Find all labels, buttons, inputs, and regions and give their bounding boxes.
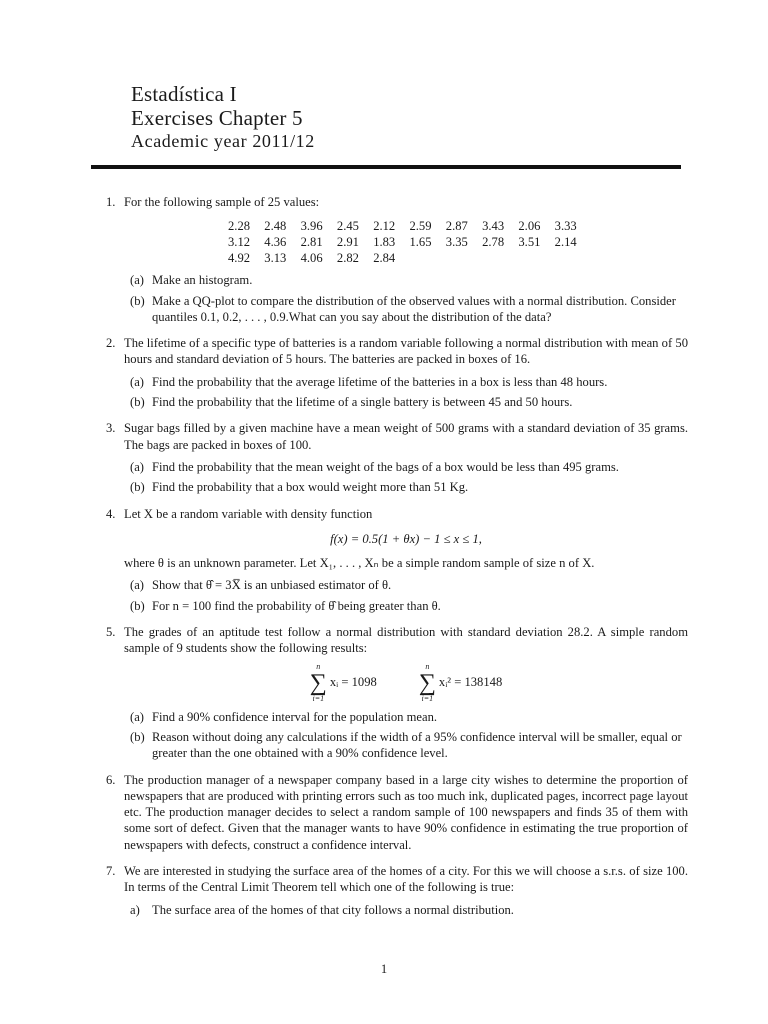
part-text: Find the probability that the lifetime of a single battery is between 45 and 50 hours. [152, 395, 573, 410]
part-text: Make a QQ-plot to compare the distribution of the observed values with a normal distribution. Consider quantiles 0.1, 0.2, . . . , 0.9.What can you say about the distribution of the data? [152, 293, 676, 324]
chapter-title: Exercises Chapter 5 [131, 106, 303, 130]
exercise-part [124, 479, 688, 495]
exercise-2 [98, 335, 688, 410]
sigma-icon: ∑ [309, 669, 327, 696]
exercise-3 [98, 420, 688, 495]
sample-value: 2.12 [373, 219, 396, 234]
sample-value: 4.36 [264, 235, 287, 250]
part-text: Find the probability that the mean weight of the bags of a box would be less than 495 grams. [152, 459, 619, 474]
exercise-parts [124, 577, 688, 614]
sigma-symbol [419, 663, 436, 703]
sum-upper-limit: n [425, 661, 430, 671]
exercise-number: 7. [106, 864, 116, 879]
exercise-intro: For the following sample of 25 values: [124, 195, 320, 209]
exercise-followup: where θ is an unknown parameter. Let X₁, . . . , Xₙ be a simple random sample of size n of X. [124, 556, 595, 571]
sample-value: 4.06 [300, 251, 323, 266]
part-label: (a) [130, 374, 144, 389]
summation [419, 663, 502, 703]
part-label: a) [130, 902, 140, 917]
exercise-intro: The grades of an aptitude test follow a normal distribution with standard deviation 28.2. A simple random sample of 9 students show the following results: [124, 625, 688, 656]
exercise-part [124, 709, 688, 725]
academic-year: Academic year 2011/12 [131, 131, 315, 151]
sample-value: 3.33 [554, 219, 577, 234]
part-text: Show that θ̂ = 3X̅ is an unbiased estimator of θ. [152, 578, 392, 593]
exercise-part [124, 374, 688, 390]
exercise-intro: Sugar bags filled by a given machine have a mean weight of 500 grams with a standard deviation of 35 grams. The bags are packed in boxes of 100. [124, 421, 688, 452]
exercise-part [124, 272, 688, 288]
sample-value: 2.59 [409, 219, 432, 234]
exercise-number: 4. [106, 506, 116, 521]
exercise-part [124, 902, 688, 918]
sigma-icon: ∑ [418, 669, 436, 696]
sum-lower-limit: i=1 [312, 693, 325, 703]
exercise-number: 6. [106, 772, 116, 787]
document-header [131, 82, 315, 152]
sample-value: 2.87 [445, 219, 468, 234]
exercise-5 [98, 624, 688, 761]
part-text: Make an histogram. [152, 273, 253, 288]
part-label: (b) [130, 598, 145, 613]
part-label: (a) [130, 459, 144, 474]
sigma-symbol [310, 663, 327, 703]
sum-expression: xᵢ² = 138148 [438, 675, 503, 690]
exercise-parts [124, 374, 688, 411]
exercise-4 [98, 506, 688, 614]
sample-value: 2.48 [264, 219, 287, 234]
part-text: Find a 90% confidence interval for the population mean. [152, 709, 438, 724]
part-label: (a) [130, 709, 144, 724]
exercise-parts [124, 709, 688, 762]
sample-value: 3.12 [228, 235, 251, 250]
sample-value: 4.92 [228, 251, 251, 266]
part-text: The surface area of the homes of that city follows a normal distribution. [152, 902, 514, 917]
part-text: Reason without doing any calculations if the width of a 95% confidence interval will be smaller, equal or greater than the one obtained with a 90% confidence level. [152, 729, 682, 761]
part-label: (a) [130, 578, 144, 593]
sample-value: 2.91 [336, 235, 359, 250]
part-label: (b) [130, 395, 145, 410]
exercise-list [98, 194, 688, 928]
exercise-parts [124, 272, 688, 325]
exercise-part [124, 459, 688, 475]
exercise-parts [124, 902, 688, 918]
exercise-part [124, 293, 688, 326]
exercise-number: 1. [106, 195, 116, 209]
part-label: (b) [130, 729, 145, 744]
sum-upper-limit: n [316, 661, 321, 671]
part-text: Find the probability that the average lifetime of the batteries in a box is less than 48 hours. [152, 374, 608, 389]
exercise-intro: Let X be a random variable with density function [124, 506, 373, 521]
page-number: 1 [380, 962, 388, 976]
exercise-part [124, 394, 688, 410]
summation [310, 663, 377, 703]
sample-value: 1.65 [409, 235, 432, 250]
sample-value: 3.13 [264, 251, 287, 266]
sample-value: 2.45 [336, 219, 359, 234]
sample-value: 2.81 [300, 235, 323, 250]
part-text: For n = 100 find the probability of θ̂ being greater than θ. [152, 598, 441, 613]
exercise-intro: The production manager of a newspaper company based in a large city wishes to determine the proportion of newspapers that are produced with printing errors such as too much ink, duplicated pages, incorrect page layout etc. The production manager decides to select a random sample of 100 newspapers and finds 35 of them with some sort of defect. Given that the manager wants to have 90% confidence in estimating the true proportion of newspapers with defects, construct a confidence interval. [124, 772, 688, 852]
part-text: Find the probability that a box would weight more than 51 Kg. [152, 480, 469, 495]
exercise-part [124, 729, 688, 762]
exercise-parts [124, 459, 688, 496]
density-formula: f(x) = 0.5(1 + θx) − 1 ≤ x ≤ 1, [330, 531, 482, 546]
exercise-1 [98, 194, 688, 325]
sum-lower-limit: i=1 [421, 693, 434, 703]
exercise-part [124, 598, 688, 614]
sample-value: 2.06 [518, 219, 541, 234]
exercise-number: 3. [106, 421, 116, 436]
exercise-intro: The lifetime of a specific type of batteries is a random variable following a normal distribution with mean of 50 hours and standard deviation of 5 hours. The batteries are packed in boxes of 16. [124, 336, 688, 367]
exercise-number: 2. [106, 336, 116, 351]
sample-value: 2.28 [228, 219, 251, 234]
part-label: (b) [130, 293, 145, 308]
exercise-6 [98, 772, 688, 853]
sample-value: 3.51 [518, 235, 541, 250]
sample-value: 1.83 [373, 235, 396, 250]
part-label: (b) [130, 480, 145, 495]
sample-value: 2.14 [554, 235, 577, 250]
exercise-7 [98, 863, 688, 918]
summation-results [124, 663, 688, 703]
exercise-intro: We are interested in studying the surface area of the homes of a city. For this we will choose a s.r.s. of size 100. In terms of the Central Limit Theorem tell which one of the following is true: [124, 864, 688, 895]
exercise-number: 5. [106, 625, 116, 640]
sample-value: 2.78 [482, 235, 505, 250]
sum-expression: xᵢ = 1098 [329, 675, 377, 690]
sample-value: 3.35 [445, 235, 468, 250]
part-label: (a) [130, 273, 144, 288]
sample-value: 2.82 [336, 251, 359, 266]
sample-value: 2.84 [373, 251, 396, 266]
header-rule [91, 165, 681, 169]
course-title: Estadística I [131, 82, 237, 106]
exercise-part [124, 577, 688, 593]
sample-value: 3.96 [300, 219, 323, 234]
sample-values-table [228, 218, 688, 266]
sample-value: 3.43 [482, 219, 505, 234]
